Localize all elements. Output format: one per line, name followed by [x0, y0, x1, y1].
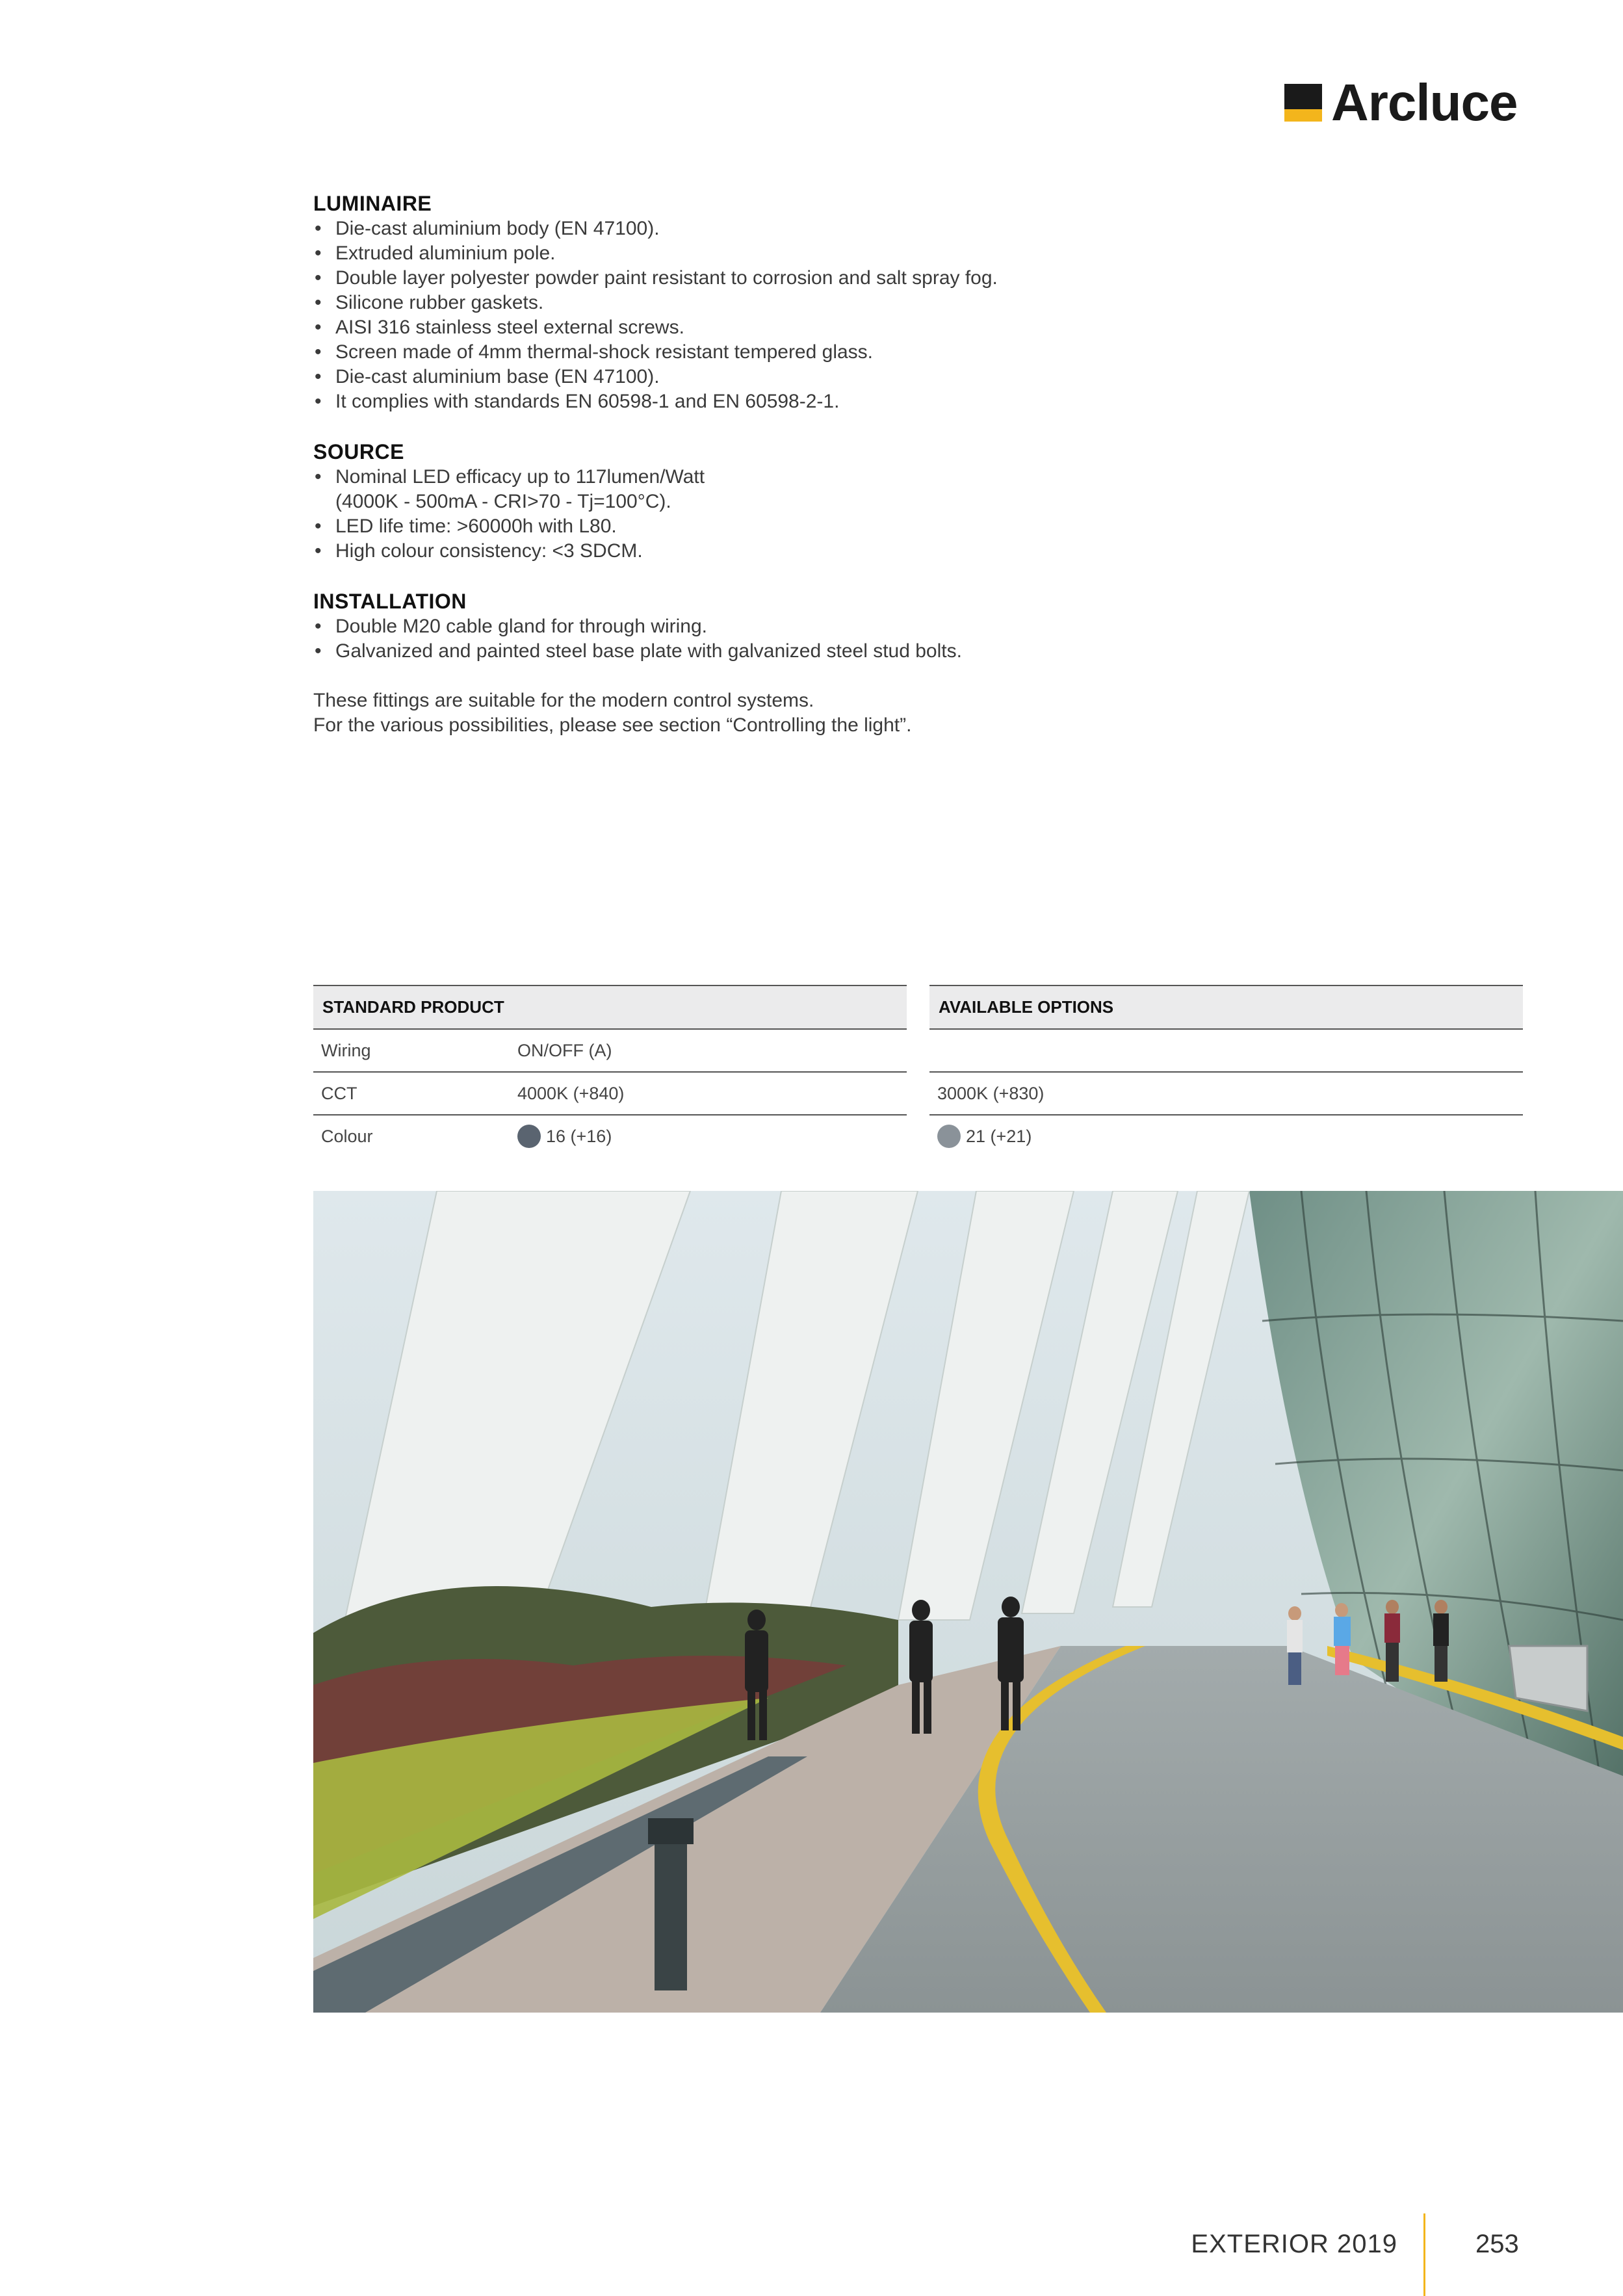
list-item: • Silicone rubber gaskets.: [313, 291, 1288, 315]
list-item: • Die-cast aluminium body (EN 47100).: [313, 216, 1288, 241]
row-value: 4000K (+840): [517, 1083, 625, 1103]
row-value: ON/OFF (A): [517, 1040, 612, 1060]
luminaire-section: [313, 190, 1288, 414]
list-item: • Die-cast aluminium base (EN 47100).: [313, 365, 1288, 389]
list-item: • Double M20 cable gland for through wiring.: [313, 614, 1288, 639]
logo-mark-icon: [1284, 84, 1322, 122]
standard-product-table: [313, 985, 907, 1157]
list-item: • Extruded aluminium pole.: [313, 241, 1288, 266]
source-title: SOURCE: [313, 440, 404, 463]
source-list: [313, 465, 1288, 564]
installation-title: INSTALLATION: [313, 590, 467, 613]
note-line: For the various possibilities, please see section “Controlling the light”.: [313, 714, 912, 736]
logo-text: Arcluce: [1331, 73, 1518, 131]
colour-code: 16 (+16): [546, 1126, 612, 1146]
table-row: [313, 1030, 907, 1073]
luminaire-list: [313, 216, 1288, 414]
list-item: [313, 465, 1288, 514]
page-number: 253: [1475, 2230, 1519, 2258]
installation-photo: [313, 1191, 1623, 2013]
footer-divider: [1423, 2213, 1425, 2296]
list-item: • Galvanized and painted steel base plate with galvanized steel stud bolts.: [313, 639, 1288, 664]
table-header: STANDARD PRODUCT: [313, 986, 907, 1030]
control-note: [313, 688, 1288, 738]
catalog-label: EXTERIOR 2019: [1191, 2230, 1397, 2258]
row-value: 3000K (+830): [937, 1083, 1045, 1103]
table-row: [929, 1073, 1523, 1115]
table-row: [929, 1115, 1523, 1157]
colour-swatch: [937, 1125, 961, 1148]
walkway-illustration: [313, 1191, 1623, 2013]
row-label: Wiring: [321, 1040, 371, 1060]
specifications: [313, 190, 1288, 738]
list-item-line: Nominal LED efficacy up to 117lumen/Watt: [335, 466, 705, 488]
row-label: Colour: [321, 1126, 373, 1146]
list-item: • LED life time: >60000h with L80.: [313, 514, 1288, 539]
available-options-table: [929, 985, 1523, 1157]
table-row: [929, 1030, 1523, 1073]
list-item-line: (4000K - 500mA - CRI>70 - Tj=100°C).: [335, 491, 671, 512]
installation-list: [313, 614, 1288, 664]
list-item: • High colour consistency: <3 SDCM.: [313, 539, 1288, 564]
list-item: • AISI 316 stainless steel external screws.: [313, 315, 1288, 340]
table-row: [313, 1073, 907, 1115]
brand-logo: [1284, 73, 1518, 131]
note-line: These fittings are suitable for the modern control systems.: [313, 690, 814, 711]
luminaire-title: LUMINAIRE: [313, 192, 432, 215]
row-label: CCT: [321, 1083, 357, 1103]
list-item: • Double layer polyester powder paint resistant to corrosion and salt spray fog.: [313, 266, 1288, 291]
list-item: • Screen made of 4mm thermal-shock resistant tempered glass.: [313, 340, 1288, 365]
installation-section: [313, 588, 1288, 664]
row-value: [517, 1125, 612, 1148]
table-header: AVAILABLE OPTIONS: [929, 986, 1523, 1030]
source-section: [313, 439, 1288, 564]
colour-swatch: [517, 1125, 541, 1148]
row-value: [929, 1125, 1032, 1148]
table-row: [313, 1115, 907, 1157]
colour-code: 21 (+21): [966, 1126, 1032, 1146]
list-item: • It complies with standards EN 60598-1 and EN 60598-2-1.: [313, 389, 1288, 414]
